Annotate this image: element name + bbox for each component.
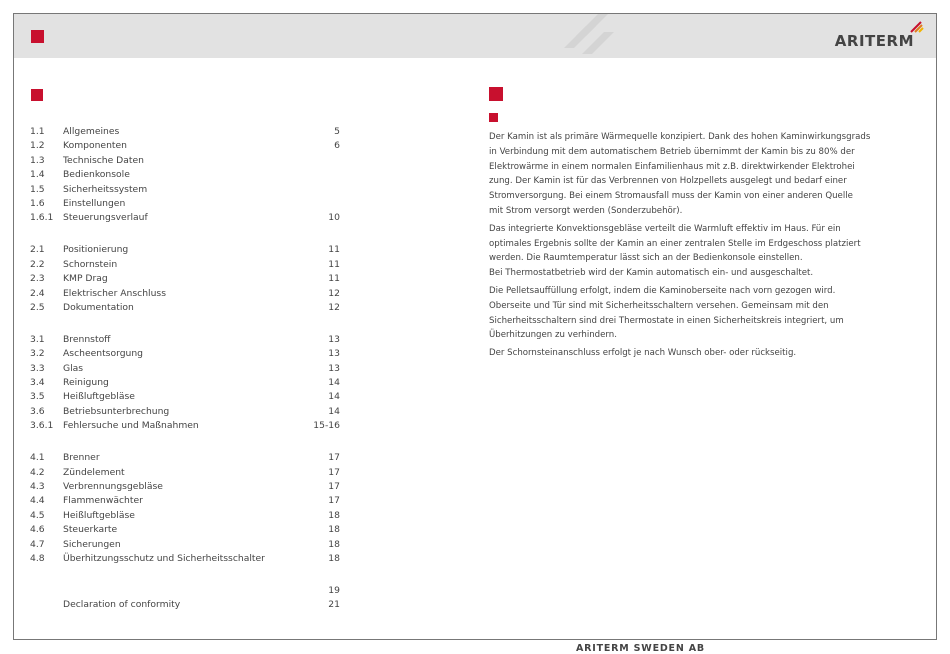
toc-entry-title: Elektrischer Anschluss bbox=[63, 287, 166, 299]
toc-entry-page: 18 bbox=[328, 538, 340, 550]
toc-entry-page: 14 bbox=[328, 405, 340, 417]
toc-entry-page: 12 bbox=[328, 287, 340, 299]
intro-red-square-large bbox=[489, 87, 503, 101]
toc-entry-number: 2.4 bbox=[30, 287, 45, 299]
toc-entry-title: Sicherungen bbox=[63, 538, 121, 550]
toc-entry-number: 4.2 bbox=[30, 466, 45, 478]
toc-entry-number: 1.6 bbox=[30, 197, 45, 209]
toc-row bbox=[30, 301, 340, 315]
toc-entry-number: 4.3 bbox=[30, 480, 45, 492]
intro-paragraph: Das integrierte Konvektionsgebläse verteilt die Warmluft effektiv im Haus. Für ein optimales Ergebnis sollte der Kamin an einer zentralen Stelle im Erdgeschoss platziert werden. Die Raumtemperatur lässt sich an der Bedienkonsole einstellen. Bei Thermostatbetrieb wird der Kamin automatisch ein- und ausgeschaltet. bbox=[489, 223, 861, 279]
toc-row bbox=[30, 480, 340, 494]
toc-entry-number: 4.8 bbox=[30, 552, 45, 564]
toc-entry-number: 3.6 bbox=[30, 405, 45, 417]
toc-entry-number: 2.2 bbox=[30, 258, 45, 270]
toc-row bbox=[30, 584, 340, 598]
toc-row bbox=[30, 183, 340, 197]
toc-entry-number: 1.3 bbox=[30, 154, 45, 166]
toc-entry-title: Heißluftgebläse bbox=[63, 391, 135, 403]
toc-row bbox=[30, 494, 340, 508]
toc-entry-title: Allgemeines bbox=[63, 126, 120, 137]
toc-entry-number: 1.5 bbox=[30, 183, 45, 195]
toc-row bbox=[30, 538, 340, 552]
toc-entry-title: Fehlersuche und Maßnahmen bbox=[63, 420, 199, 432]
toc-entry-number: 1.6.1 bbox=[30, 212, 54, 224]
toc-entry-title: Betriebsunterbrechung bbox=[63, 405, 170, 417]
table-of-contents bbox=[30, 125, 340, 613]
toc-row bbox=[30, 376, 340, 390]
toc-entry-page: 18 bbox=[328, 524, 340, 536]
toc-entry-page: 10 bbox=[328, 212, 340, 224]
toc-row bbox=[30, 405, 340, 419]
toc-row bbox=[30, 168, 340, 182]
toc-entry-page: 11 bbox=[328, 273, 340, 285]
toc-group-gap bbox=[30, 566, 340, 584]
footer-company: ARITERM SWEDEN AB bbox=[576, 643, 705, 654]
toc-row bbox=[30, 139, 340, 153]
toc-entry-number: 2.3 bbox=[30, 273, 45, 285]
page-frame bbox=[13, 13, 937, 640]
toc-row bbox=[30, 466, 340, 480]
intro-paragraph: Der Kamin ist als primäre Wärmequelle konzipiert. Dank des hohen Kaminwirkungsgrads in Verbindung mit dem automatischem Betrieb übernimmt der Kamin bis zu 80% der Elektrowärme in einem normalen Einfamilienhaus mit z.B. direktwirkender Elektrohei zung. Der Kamin ist für das Verbrennen von Holzpellets ausgelegt und bedarf einer Stromversorgung. Bei einem Stromausfall muss der Kamin von einer anderen Quelle mit Strom versorgt werden (Sonderzubehör). bbox=[489, 132, 871, 216]
toc-row bbox=[30, 451, 340, 465]
toc-entry-title: Technische Daten bbox=[63, 154, 144, 166]
toc-entry-title: Reinigung bbox=[63, 377, 109, 389]
toc-entry-number: 1.1 bbox=[30, 126, 45, 137]
toc-row bbox=[30, 243, 340, 257]
toc-entry-number: 3.4 bbox=[30, 377, 45, 389]
toc-entry-number: 3.5 bbox=[30, 391, 45, 403]
toc-entry-title: Zündelement bbox=[63, 466, 125, 478]
toc-entry-page: 11 bbox=[328, 258, 340, 270]
toc-entry-title: Komponenten bbox=[63, 140, 127, 152]
toc-entry-number: 2.1 bbox=[30, 244, 45, 256]
toc-entry-title: Dokumentation bbox=[63, 301, 134, 313]
toc-entry-page: 21 bbox=[328, 599, 340, 611]
toc-entry-title: Brennstoff bbox=[63, 333, 111, 345]
toc-row bbox=[30, 287, 340, 301]
toc-group-gap bbox=[30, 226, 340, 244]
toc-row bbox=[30, 362, 340, 376]
toc-entry-title: Steuerungsverlauf bbox=[63, 212, 148, 224]
toc-entry-title: Überhitzungsschutz und Sicherheitsschalter bbox=[63, 552, 265, 564]
toc-entry-page: 11 bbox=[328, 244, 340, 256]
toc-entry-title: Positionierung bbox=[63, 244, 129, 256]
intro-red-square-small bbox=[489, 113, 498, 122]
toc-entry-page: 17 bbox=[328, 466, 340, 478]
header-red-square bbox=[31, 30, 44, 43]
toc-entry-number: 1.4 bbox=[30, 169, 45, 181]
toc-row bbox=[30, 154, 340, 168]
toc-entry-title: Verbrennungsgebläse bbox=[63, 480, 163, 492]
toc-entry-number: 4.7 bbox=[30, 538, 45, 550]
toc-entry-number: 3.3 bbox=[30, 362, 45, 374]
toc-entry-page: 12 bbox=[328, 301, 340, 313]
toc-row bbox=[30, 211, 340, 225]
page-header bbox=[14, 14, 936, 58]
toc-entry-page: 17 bbox=[328, 495, 340, 507]
toc-entry-number: 3.1 bbox=[30, 333, 45, 345]
watermark-stripes-icon bbox=[562, 14, 622, 58]
toc-row bbox=[30, 523, 340, 537]
toc-entry-title: Ascheentsorgung bbox=[63, 348, 144, 360]
toc-entry-page: 18 bbox=[328, 509, 340, 521]
toc-entry-page: 14 bbox=[328, 377, 340, 389]
toc-group-gap bbox=[30, 315, 340, 333]
toc-row bbox=[30, 552, 340, 566]
toc-entry-title: Heißluftgebläse bbox=[63, 509, 135, 521]
intro-text bbox=[489, 130, 909, 364]
toc-entry-page: 13 bbox=[328, 333, 340, 345]
toc-row bbox=[30, 347, 340, 361]
toc-red-square bbox=[31, 89, 43, 101]
toc-entry-title: Schornstein bbox=[63, 258, 118, 270]
toc-row bbox=[30, 258, 340, 272]
toc-group-gap bbox=[30, 434, 340, 452]
toc-entry-title: Steuerkarte bbox=[63, 524, 118, 536]
toc-entry-page: 18 bbox=[328, 552, 340, 564]
toc-row bbox=[30, 419, 340, 433]
toc-entry-number: 3.2 bbox=[30, 348, 45, 360]
toc-entry-title: Declaration of conformity bbox=[63, 599, 181, 611]
toc-entry-page: 13 bbox=[328, 348, 340, 360]
toc-entry-number: 4.5 bbox=[30, 509, 45, 521]
toc-entry-page: 5 bbox=[334, 126, 340, 137]
toc-entry-title: Flammenwächter bbox=[63, 495, 143, 507]
toc-row bbox=[30, 509, 340, 523]
toc-entry-page: 15-16 bbox=[313, 420, 340, 432]
toc-entry-number: 4.1 bbox=[30, 452, 45, 464]
toc-row bbox=[30, 390, 340, 404]
toc-entry-page: 17 bbox=[328, 452, 340, 464]
toc-row bbox=[30, 197, 340, 211]
toc-entry-number: 4.4 bbox=[30, 495, 45, 507]
ariterm-logo: ARITERM bbox=[834, 32, 914, 50]
toc-entry-title: Einstellungen bbox=[63, 197, 126, 209]
toc-entry-page: 14 bbox=[328, 391, 340, 403]
intro-paragraph: Der Schornsteinanschluss erfolgt je nach Wunsch ober- oder rückseitig. bbox=[489, 348, 797, 359]
toc-entry-page: 13 bbox=[328, 362, 340, 374]
toc-entry-number: 1.2 bbox=[30, 140, 45, 152]
logo-flame-icon bbox=[908, 20, 924, 34]
toc-row bbox=[30, 333, 340, 347]
toc-row bbox=[30, 125, 340, 139]
toc-entry-number: 4.6 bbox=[30, 524, 45, 536]
toc-entry-page: 17 bbox=[328, 480, 340, 492]
toc-row bbox=[30, 598, 340, 612]
toc-entry-page: 19 bbox=[328, 584, 340, 596]
toc-entry-title: Brenner bbox=[63, 452, 100, 464]
toc-entry-number: 2.5 bbox=[30, 301, 45, 313]
toc-entry-title: Sicherheitssystem bbox=[63, 183, 148, 195]
intro-paragraph: Die Pelletsauffüllung erfolgt, indem die Kaminoberseite nach vorn gezogen wird. Oberseite und Tür sind mit Sicherheitsschaltern versehen. Gemeinsam mit den Sicherheitsschaltern sind drei Thermostate in einen Sicherheitskreis integriert, um Überhitzungen zu verhindern. bbox=[489, 285, 844, 341]
toc-entry-number: 3.6.1 bbox=[30, 420, 54, 432]
toc-entry-title: Glas bbox=[63, 362, 84, 374]
toc-entry-title: Bedienkonsole bbox=[63, 169, 130, 181]
toc-entry-page: 6 bbox=[334, 140, 340, 152]
toc-entry-title: KMP Drag bbox=[63, 273, 108, 285]
toc-row bbox=[30, 272, 340, 286]
